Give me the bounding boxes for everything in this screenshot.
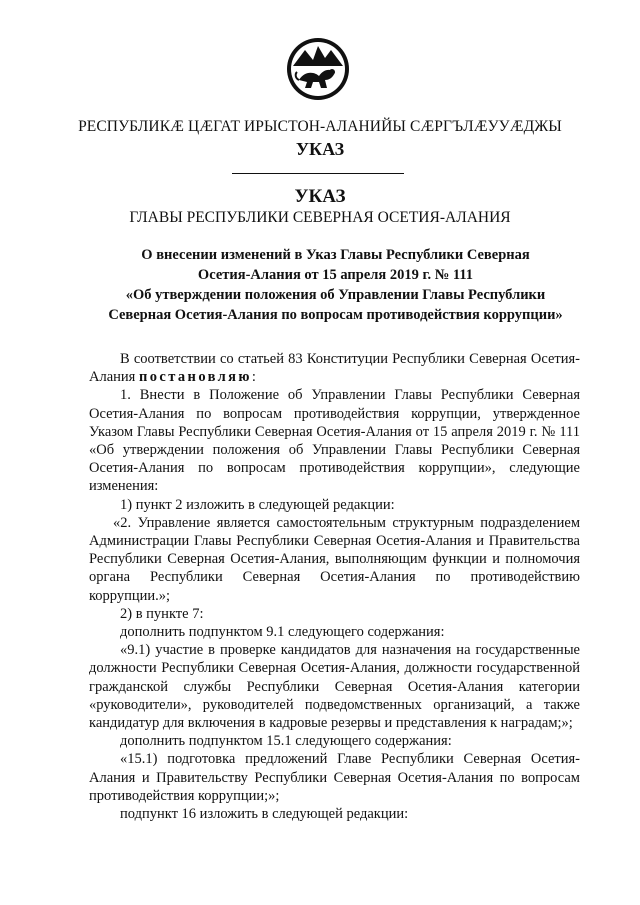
decree-body xyxy=(89,350,580,823)
subject-line: Северная Осетия-Алания по вопросам противодействия коррупции» xyxy=(108,307,563,323)
add-9-1: дополнить подпунктом 9.1 следующего содержания: xyxy=(120,624,445,641)
subject-line: Осетия-Алания от 15 апреля 2019 г. № 111 xyxy=(197,267,474,283)
item-1-1: 1) пункт 2 изложить в следующей редакции: xyxy=(120,496,395,513)
quote-9-1: «9.1) участие в проверке кандидатов для назначения на государственные должности Республики Северная Осетия-Алания, должности государственной гражданской службы Республики Северная Осетия-Алания категории «руководители», руководителей подведомственных организаций, а также кандидатур для включения в кадровые резервы и представления к наградам;»; xyxy=(89,642,580,732)
head-of-republic-title: ГЛАВЫ РЕСПУБЛИКИ СЕВЕРНАЯ ОСЕТИЯ-АЛАНИЯ xyxy=(129,209,511,226)
quote-15-1: «15.1) подготовка предложений Главе Республики Северная Осетия-Алания и Правительству Республики Северная Осетия-Алания по вопросам противодействия коррупции;»; xyxy=(89,751,580,804)
ukaz-title: УКАЗ xyxy=(294,186,346,207)
republic-title-osetian: РЕСПУБЛИКӔ ЦӔГАТ ИРЫСТОН-АЛАНИЙЫ СӔРГЪЛӔУУӔДЖЫ xyxy=(78,118,562,135)
item-1-2: 2) в пункте 7: xyxy=(120,605,204,622)
divider-line xyxy=(232,173,404,174)
subject-line: О внесении изменений в Указ Главы Республики Северная xyxy=(141,247,530,263)
add-15-1: дополнить подпунктом 15.1 следующего содержания: xyxy=(120,733,452,750)
ukaz-title-osetian: УКАЗ xyxy=(295,139,345,159)
item-16: подпункт 16 изложить в следующей редакции: xyxy=(120,806,409,823)
intro-text: В соответствии со статьей 83 Конституции Республики Северная Осетия-Алания xyxy=(89,351,580,386)
quote-item-2: «2. Управление является самостоятельным структурным подразделением Администрации Главы Республики Северная Осетия-Алания и Правительства Республики Северная Осетия-Алания, выполняющим функции и полномочия органа Республики Северная Осетия-Алания по противодействию коррупции.»; xyxy=(89,514,580,604)
subject-line: «Об утверждении положения об Управлении Главы Республики xyxy=(125,287,546,303)
decree-word: постановляю xyxy=(138,369,252,386)
item-1: 1. Внести в Положение об Управлении Главы Республики Северная Осетия-Алания по вопросам противодействия коррупции, утвержденное Указом Главы Республики Северная Осетия-Алания от 15 апреля 2019 г. № 111 «Об утверждении положения об Управлении Главы Республики Северная Осетия-Алания по вопросам противодействия коррупции», следующие изменения: xyxy=(89,387,580,495)
decree-colon: : xyxy=(251,369,256,386)
coat-of-arms-icon xyxy=(285,36,351,102)
decree-subject xyxy=(92,245,579,325)
intro-paragraph xyxy=(89,350,580,386)
